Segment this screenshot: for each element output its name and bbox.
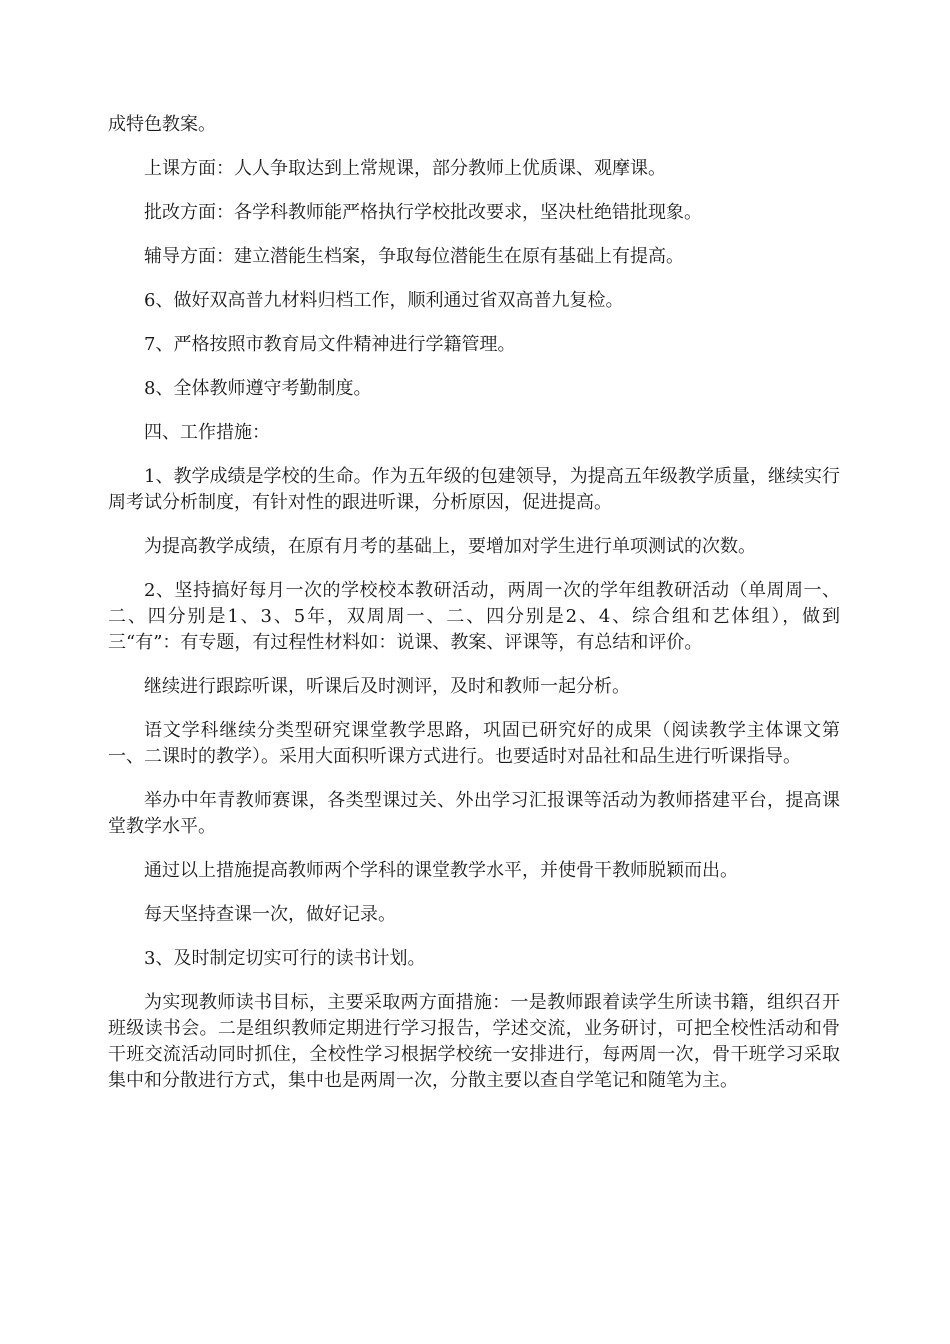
section-heading-measures: 四、工作措施： (144, 422, 270, 443)
paragraph-5: 6、做好双高普九材料归档工作，顺利通过省双高普九复检。 (144, 290, 624, 311)
paragraph-4: 辅导方面：建立潜能生档案，争取每位潜能生在原有基础上有提高。 (144, 246, 684, 267)
paragraph-1: 成特色教案。 (108, 114, 216, 135)
paragraph-7: 8、全体教师遵守考勤制度。 (144, 378, 372, 399)
paragraph-2: 上课方面：人人争取达到上常规课，部分教师上优质课、观摩课。 (144, 158, 666, 179)
paragraph-17: 3、及时制定切实可行的读书计划。 (144, 948, 426, 969)
paragraph-10: 为提高教学成绩，在原有月考的基础上，要增加对学生进行单项测试的次数。 (144, 536, 756, 557)
paragraph-18: 为实现教师读书目标，主要采取两方面措施：一是教师跟着读学生所读书籍，组织召开班级读书会。二是组织教师定期进行学习报告，学述交流，业务研讨，可把全校性活动和骨干班交流活动同时抓住，全校性学习根据学校统一安排进行，每两周一次，骨干班学习采取集中和分散进行方式，集中也是两周一次，分散主要以查自学笔记和随笔为主。 (108, 992, 840, 1091)
paragraph-16: 每天坚持查课一次，做好记录。 (144, 904, 396, 925)
paragraph-6: 7、严格按照市教育局文件精神进行学籍管理。 (144, 334, 516, 355)
paragraph-9: 1、教学成绩是学校的生命。作为五年级的包建领导，为提高五年级教学质量，继续实行周考试分析制度，有针对性的跟进听课，分析原因，促进提高。 (108, 466, 840, 513)
paragraph-3: 批改方面：各学科教师能严格执行学校批改要求，坚决杜绝错批现象。 (144, 202, 702, 223)
document-body (108, 112, 840, 1112)
paragraph-15: 通过以上措施提高教师两个学科的课堂教学水平，并使骨干教师脱颖而出。 (144, 860, 738, 881)
paragraph-11: 2、坚持搞好每月一次的学校校本教研活动，两周一次的学年组教研活动（单周周一、二、四分别是1、3、5年，双周周一、二、四分别是2、4、综合组和艺体组），做到三“有”：有专题，有过程性材料如：说课、教案、评课等，有总结和评价。 (108, 580, 840, 653)
paragraph-12: 继续进行跟踪听课，听课后及时测评，及时和教师一起分析。 (144, 676, 630, 697)
paragraph-14: 举办中年青教师赛课，各类型课过关、外出学习汇报课等活动为教师搭建平台，提高课堂教学水平。 (108, 790, 840, 837)
paragraph-13: 语文学科继续分类型研究课堂教学思路，巩固已研究好的成果（阅读教学主体课文第一、二课时的教学）。采用大面积听课方式进行。也要适时对品社和品生进行听课指导。 (108, 720, 840, 767)
